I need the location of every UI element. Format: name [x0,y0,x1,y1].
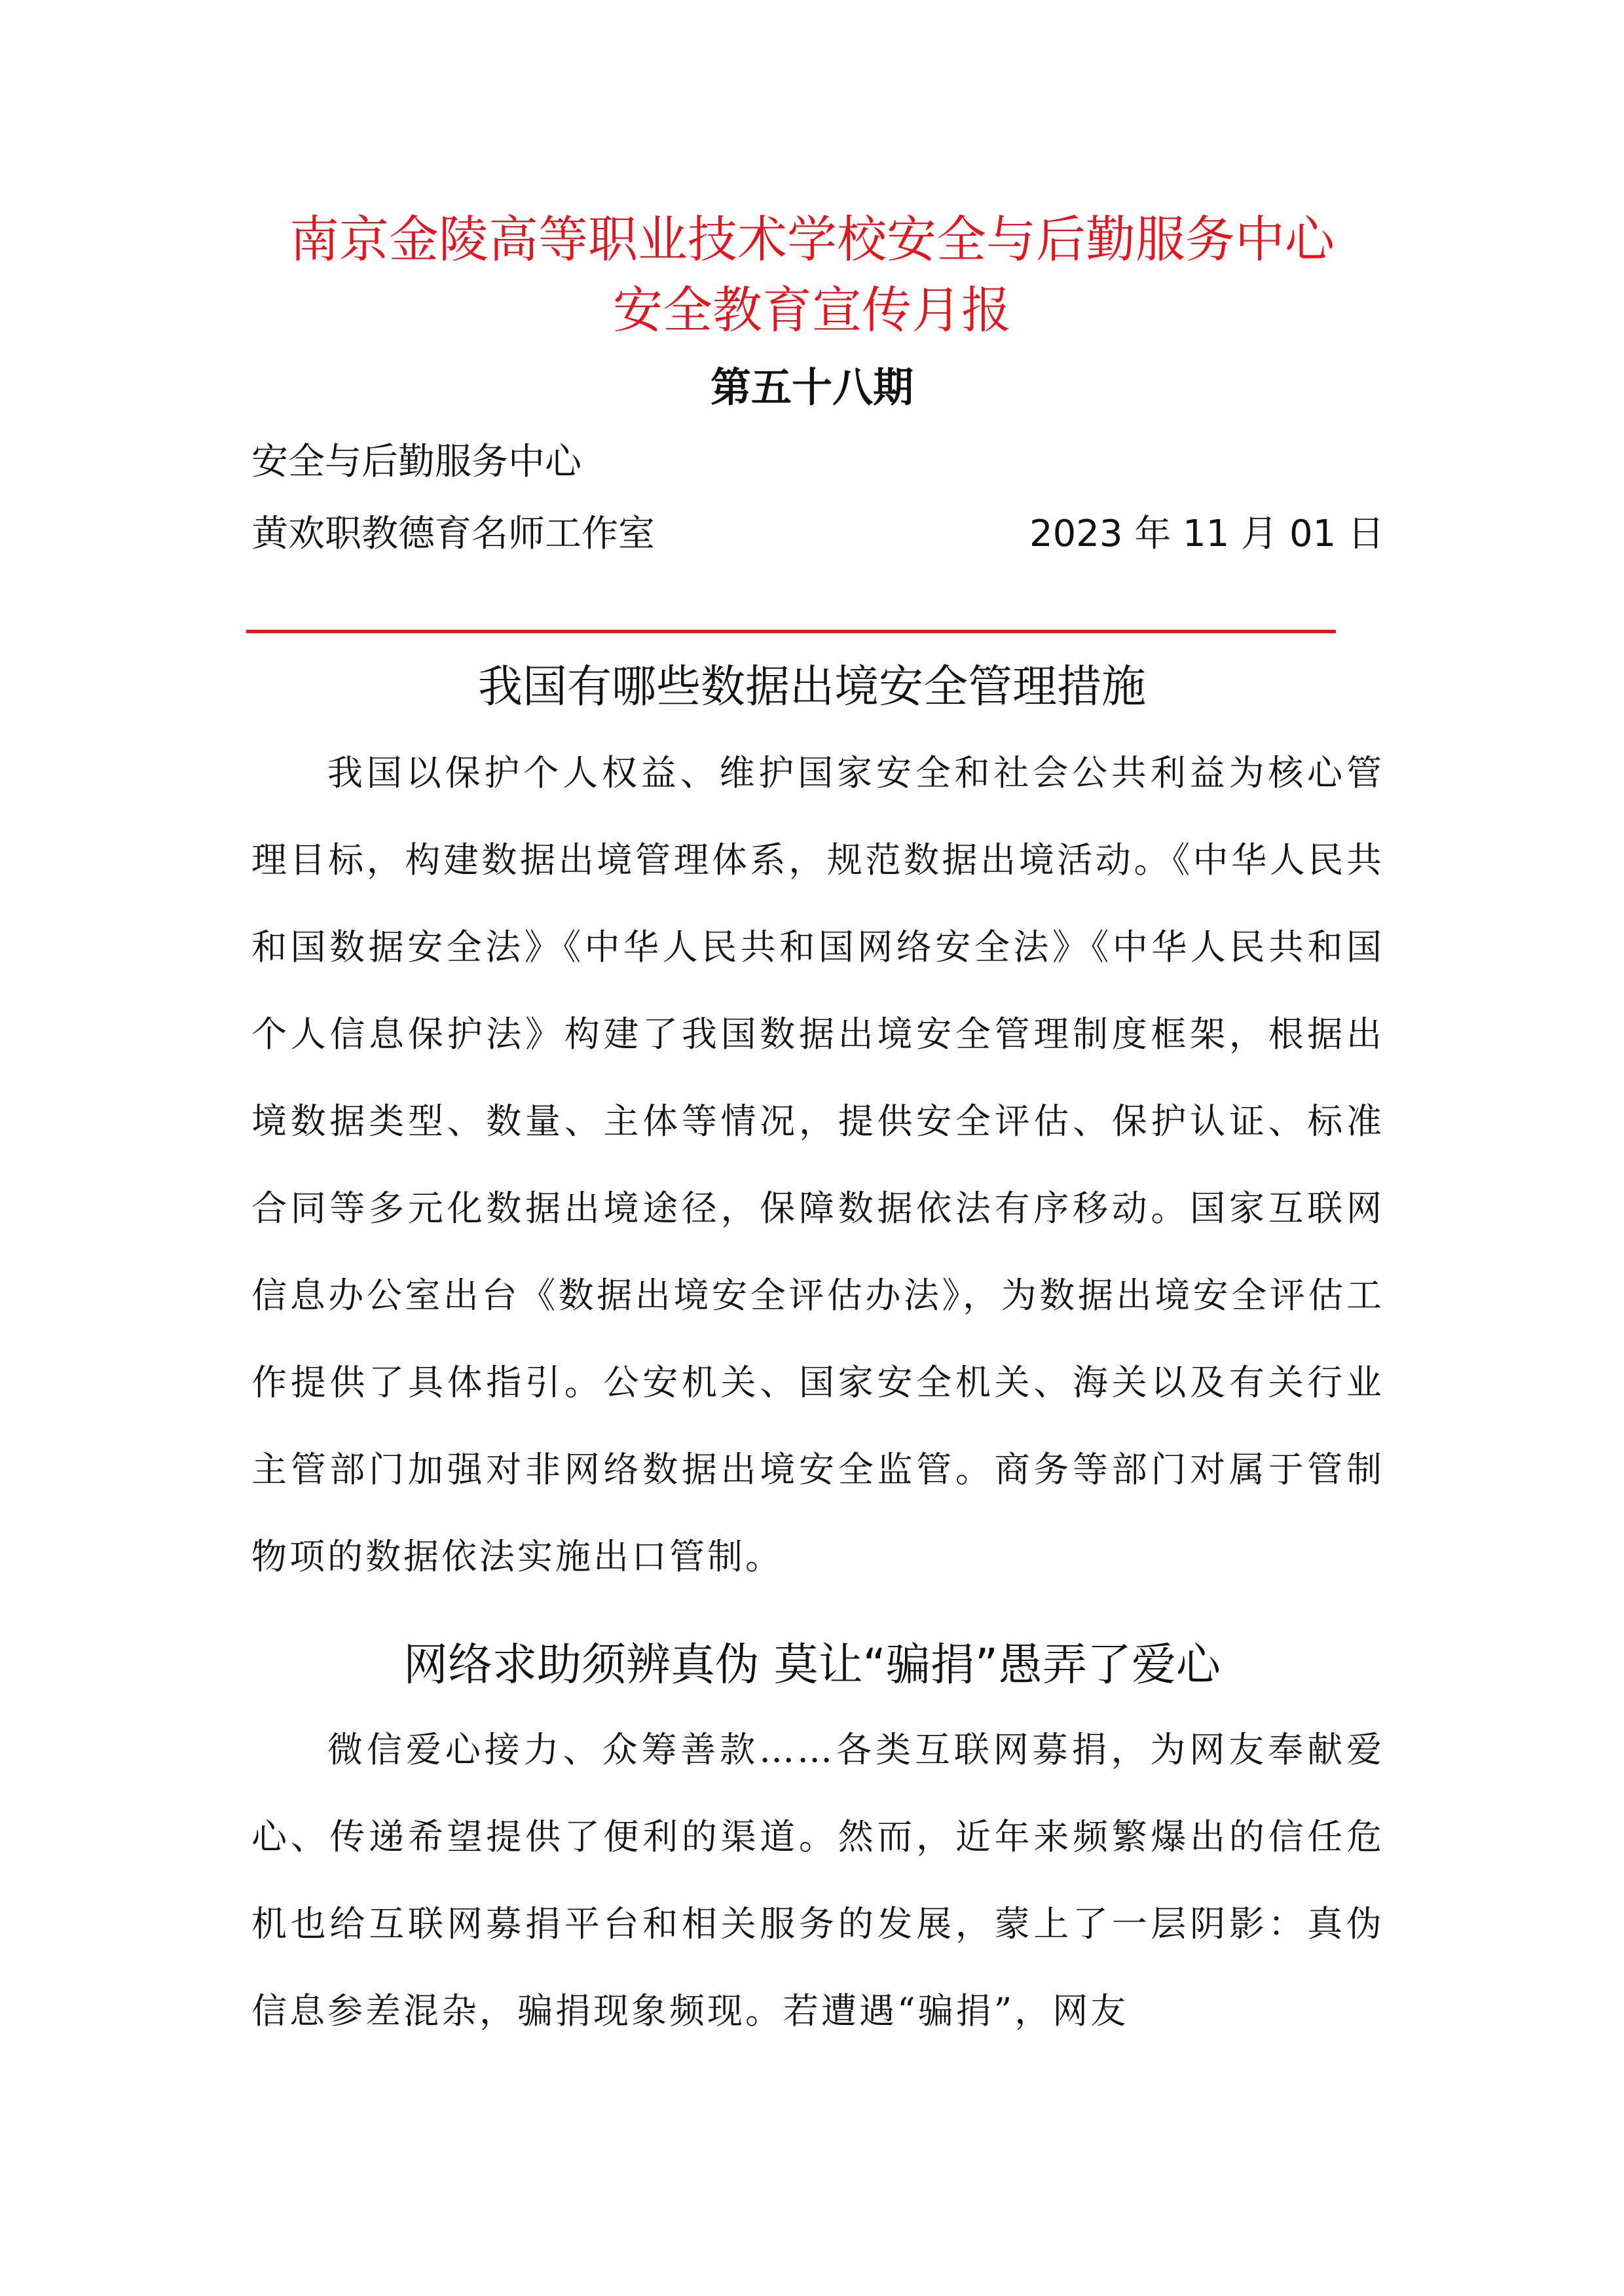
newsletter-title-line1: 南京金陵高等职业技术学校安全与后勤服务中心 [289,210,1335,268]
publish-date: 2023 年 11 月 01 日 [1029,513,1385,555]
publisher-studio: 黄欢职教德育名师工作室 [251,513,655,555]
header-divider [246,630,1336,633]
article-body-online-fundraising: 微信爱心接力、众筹善款……各类互联网募捐，为网友奉献爱心、传递希望提供了便利的渠道。然而，近年来频繁爆出的信任危机也给互联网募捐平台和相关服务的发展，蒙上了一层阴影：真伪信息参差混杂，骗捐现象频现。若遭遇“骗捐”，网友 [251,1729,1384,2032]
issue-number: 第五十八期 [710,363,913,411]
article-body-data-export: 我国以保护个人权益、维护国家安全和社会公共利益为核心管理目标，构建数据出境管理体系，规范数据出境活动。《中华人民共和国数据安全法》《中华人民共和国网络安全法》《中华人民共和国个人信息保护法》构建了我国数据出境安全管理制度框架，根据出境数据类型、数量、主体等情况，提供安全评估、保护认证、标准合同等多元化数据出境途径，保障数据依法有序移动。国家互联网信息办公室出台《数据出境安全评估办法》，为数据出境安全评估工作提供了具体指引。公安机关、国家安全机关、海关以及有关行业主管部门加强对非网络数据出境安全监管。商务等部门对属于管制物项的数据依法实施出口管制。 [251,752,1384,1577]
article-heading-online-fundraising: 网络求助须辨真伪 莫让“骗捐”愚弄了爱心 [403,1639,1221,1691]
newsletter-title-line2: 安全教育宣传月报 [613,281,1011,339]
article-heading-data-export: 我国有哪些数据出境安全管理措施 [477,661,1146,713]
publisher-department: 安全与后勤服务中心 [251,441,581,483]
